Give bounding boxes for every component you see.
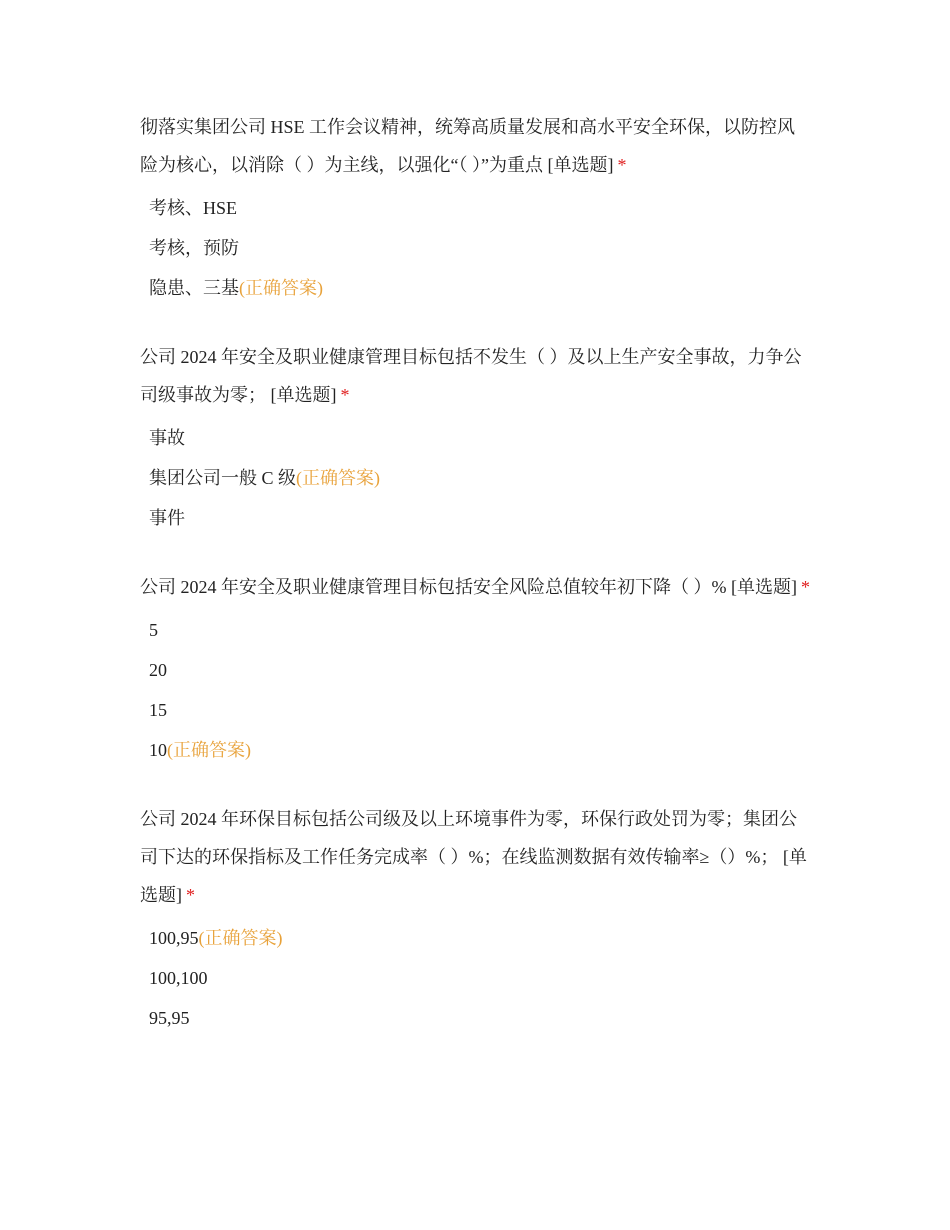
correct-answer-tag: (正确答案) [198,928,283,948]
option-list [140,418,810,538]
option-item[interactable]: 事故 [149,428,185,448]
question-text: 公司 2024 年环保目标包括公司级及以上环境事件为零，环保行政处罚为零；集团公司下达的环保指标及工作任务完成率（ ）%；在线监测数据有效传输率≥（）%； [单选题] * [140,809,807,905]
option-item[interactable]: 100,95(正确答案) [149,928,283,948]
option-item[interactable]: 5 [149,620,158,640]
option-list [140,188,810,308]
option-item[interactable]: 集团公司一般 C 级(正确答案) [149,468,381,488]
question-4 [140,800,810,1038]
question-text: 公司 2024 年安全及职业健康管理目标包括不发生（ ）及以上生产安全事故，力争公司级事故为零； [单选题] * [140,347,802,405]
required-mark: * [186,885,195,905]
option-item[interactable]: 隐患、三基(正确答案) [149,278,323,298]
option-item[interactable]: 15 [149,700,167,720]
survey-page [140,108,810,1068]
question-1 [140,108,810,308]
required-mark: * [617,155,627,175]
option-item[interactable]: 100,100 [149,968,208,988]
option-list [140,610,810,770]
option-item[interactable]: 10(正确答案) [149,740,251,760]
required-mark: * [340,385,350,405]
question-3 [140,568,810,770]
option-item[interactable]: 考核、HSE [149,198,238,218]
option-item[interactable]: 事件 [149,508,185,528]
option-list [140,918,810,1038]
required-mark: * [800,577,810,597]
correct-answer-tag: (正确答案) [167,740,251,760]
question-text: 公司 2024 年安全及职业健康管理目标包括安全风险总值较年初下降（ ）% [单选题] * [140,577,810,597]
option-item[interactable]: 20 [149,660,167,680]
correct-answer-tag: (正确答案) [296,468,381,488]
option-item[interactable]: 考核，预防 [149,238,239,258]
correct-answer-tag: (正确答案) [239,278,323,298]
option-item[interactable]: 95,95 [149,1008,190,1028]
question-2 [140,338,810,538]
question-text: 彻落实集团公司 HSE 工作会议精神，统筹高质量发展和高水平安全环保，以防控风险为核心，以消除（ ）为主线，以强化“（ ）”为重点 [单选题] * [140,117,796,175]
